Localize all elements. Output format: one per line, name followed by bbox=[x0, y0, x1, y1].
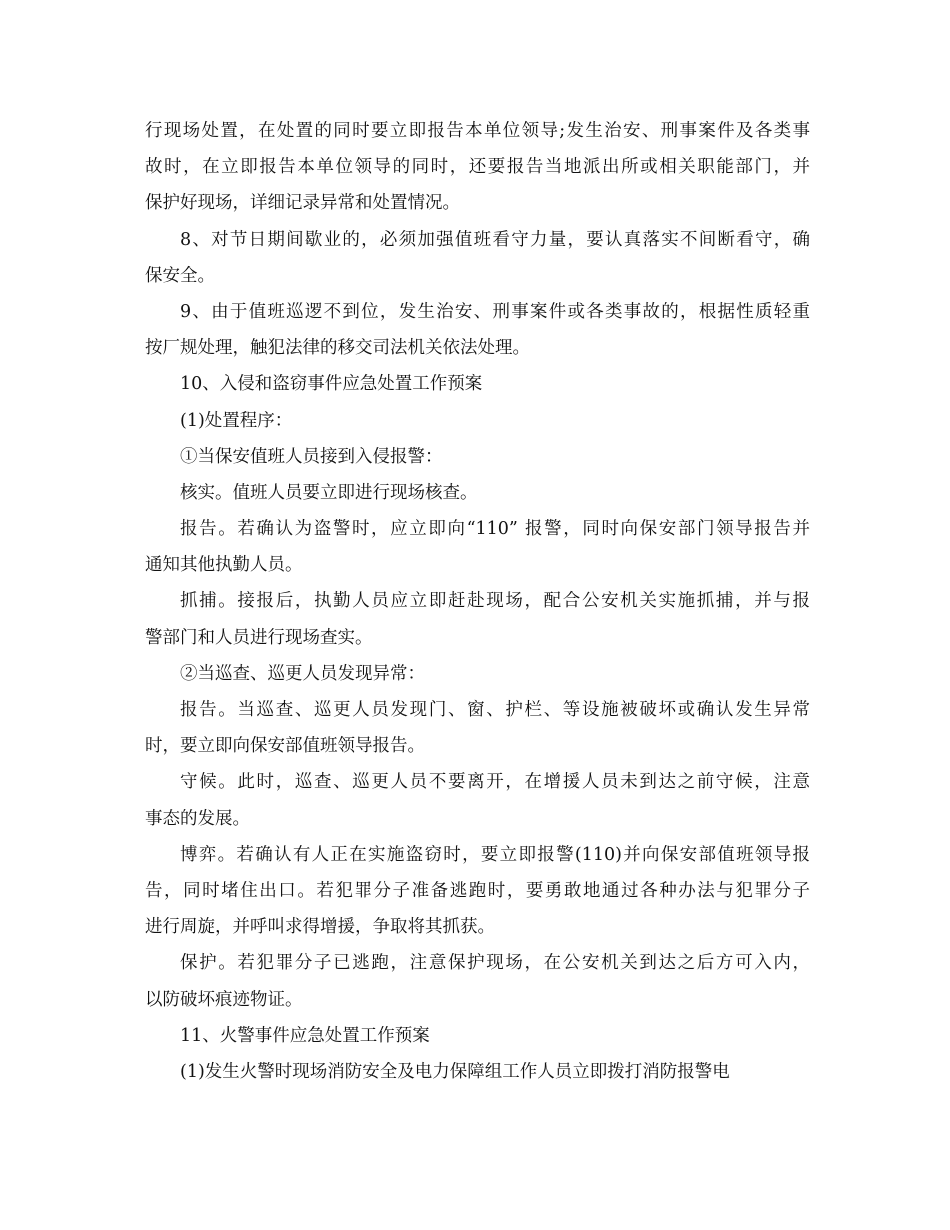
text-line: 警部门和人员进行现场查实。 bbox=[145, 627, 373, 648]
text-line: 时，要立即向保安部值班领导报告。 bbox=[145, 736, 425, 757]
document-body bbox=[145, 113, 810, 1090]
text-line: 事态的发展。 bbox=[145, 808, 250, 829]
text-line: 9、由于值班巡逻不到位，发生治安、刑事案件或各类事故的，根据性质轻重 bbox=[180, 301, 810, 322]
text-line: 保护。若犯罪分子已逃跑，注意保护现场，在公安机关到达之后方可入内， bbox=[180, 953, 810, 974]
paragraph bbox=[145, 692, 810, 764]
text-line: 按厂规处理，触犯法律的移交司法机关依法处理。 bbox=[145, 338, 530, 359]
text-line: 以防破坏痕迹物证。 bbox=[145, 989, 303, 1010]
paragraph bbox=[145, 656, 810, 692]
text-line: 保安全。 bbox=[145, 265, 215, 286]
text-line: (1)发生火警时现场消防安全及电力保障组工作人员立即拨打消防报警电 bbox=[180, 1061, 730, 1082]
text-line: 通知其他执勤人员。 bbox=[145, 555, 303, 576]
text-line: 11、火警事件应急处置工作预案 bbox=[180, 1025, 430, 1046]
text-line: 行现场处置，在处置的同时要立即报告本单位领导;发生治安、刑事案件及各类事 bbox=[145, 121, 810, 141]
text-line: 保护好现场，详细记录异常和处置情况。 bbox=[145, 193, 460, 214]
text-line: 核实。值班人员要立即进行现场核查。 bbox=[180, 482, 478, 503]
text-line: 8、对节日期间歇业的，必须加强值班看守力量，要认真落实不间断看守，确 bbox=[180, 229, 810, 250]
paragraph bbox=[145, 475, 810, 511]
text-line: (1)处置程序： bbox=[180, 410, 293, 431]
paragraph bbox=[145, 511, 810, 583]
text-line: 故时，在立即报告本单位领导的同时，还要报告当地派出所或相关职能部门，并 bbox=[145, 157, 810, 178]
text-line: ①当保安值班人员接到入侵报警： bbox=[180, 446, 443, 467]
paragraph bbox=[145, 764, 810, 836]
paragraph bbox=[145, 945, 810, 1017]
text-line: 报告。若确认为盗警时，应立即向“110” 报警，同时向保安部门领导报告并 bbox=[180, 519, 810, 540]
paragraph bbox=[145, 222, 810, 294]
text-line: ②当巡查、巡更人员发现异常： bbox=[180, 663, 425, 684]
subsection-heading bbox=[145, 403, 810, 439]
text-line: 报告。当巡查、巡更人员发现门、窗、护栏、等设施被破坏或确认发生异常 bbox=[180, 700, 810, 720]
paragraph bbox=[145, 1054, 810, 1090]
paragraph bbox=[145, 294, 810, 366]
section-heading bbox=[145, 1018, 810, 1054]
text-line: 博弈。若确认有人正在实施盗窃时，要立即报警(110)并向保安部值班领导报 bbox=[180, 844, 810, 865]
section-heading bbox=[145, 366, 810, 402]
text-line: 进行周旋，并呼叫求得增援，争取将其抓获。 bbox=[145, 917, 495, 938]
paragraph bbox=[145, 583, 810, 655]
paragraph bbox=[145, 837, 810, 946]
text-line: 告，同时堵住出口。若犯罪分子准备逃跑时，要勇敢地通过各种办法与犯罪分子 bbox=[145, 880, 810, 901]
paragraph bbox=[145, 439, 810, 475]
text-line: 守候。此时，巡查、巡更人员不要离开，在增援人员未到达之前守候，注意 bbox=[180, 772, 810, 793]
text-line: 抓捕。接报后，执勤人员应立即赶赴现场，配合公安机关实施抓捕，并与报 bbox=[180, 591, 810, 612]
text-line: 10、入侵和盗窃事件应急处置工作预案 bbox=[180, 374, 483, 395]
paragraph bbox=[145, 113, 810, 222]
